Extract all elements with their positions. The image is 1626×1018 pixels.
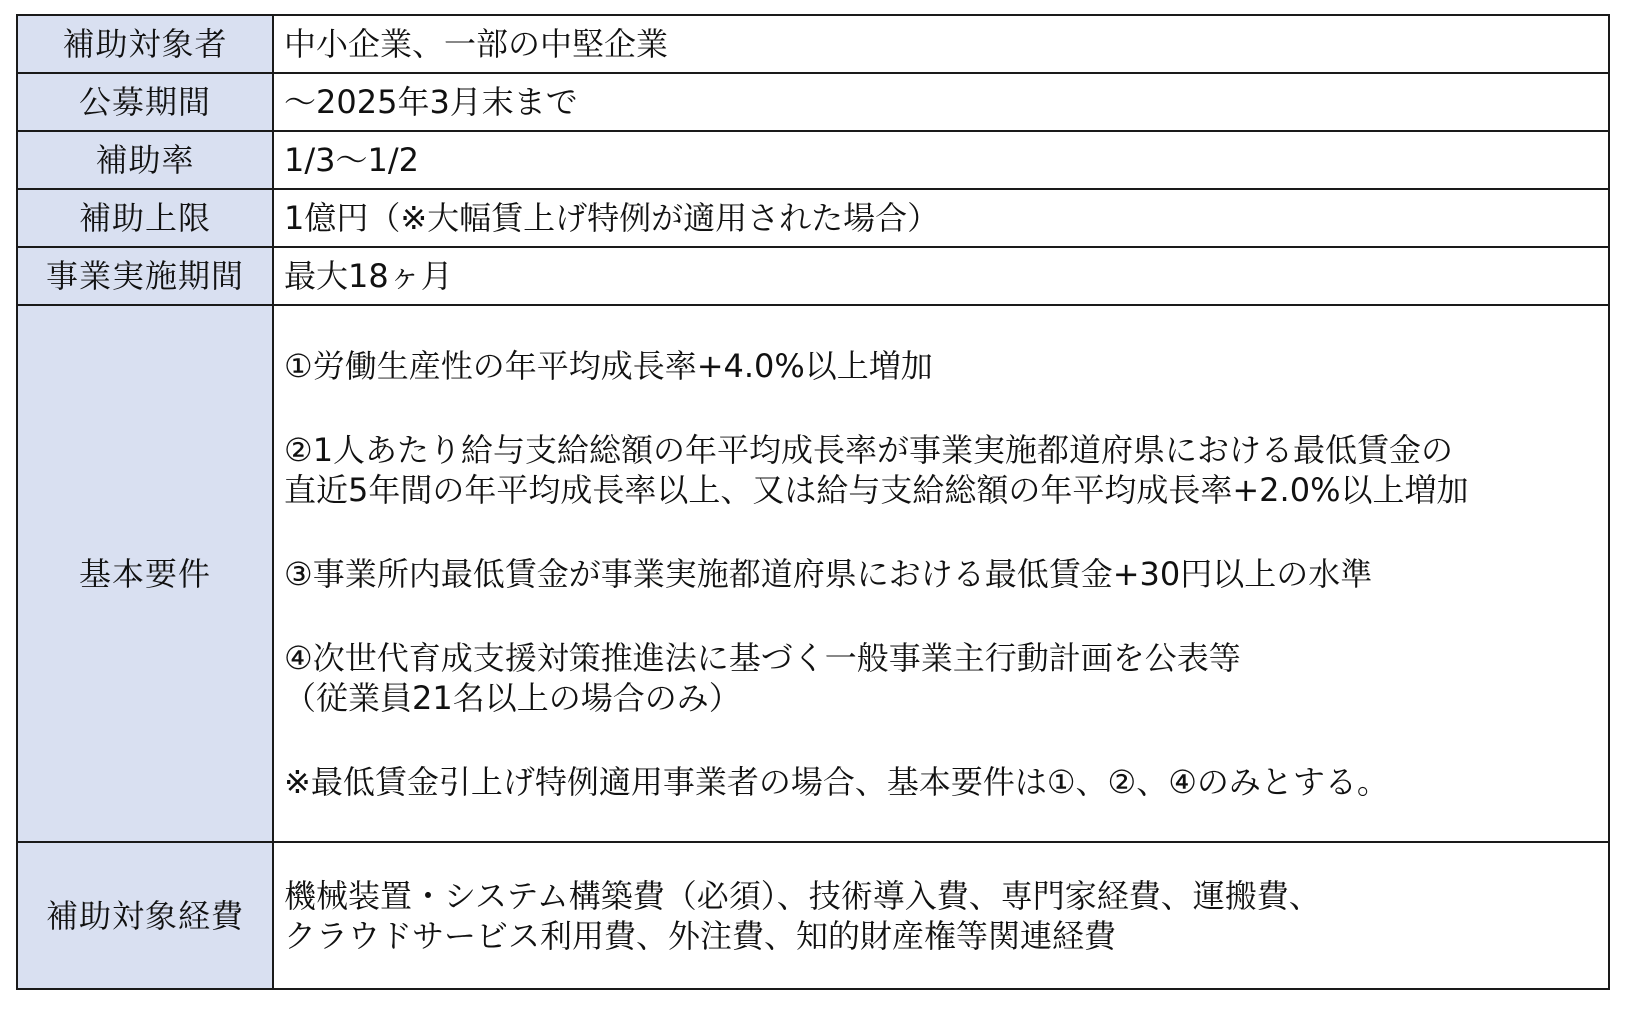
requirement-note [284,762,1608,802]
spacer [284,718,1608,762]
requirement-line: ③事業所内最低賃金が事業実施都道府県における最低賃金+30円以上の水準 [284,554,1373,593]
expenses-line: 機械装置・システム構築費（必須）、技術導入費、専門家経費、運搬費、 [284,876,1321,915]
subsidy-summary-table-container [16,14,1610,990]
requirement-line: ①労働生産性の年平均成長率+4.0%以上増加 [284,346,933,385]
requirement-line: ④次世代育成支援対策推進法に基づく一般事業主行動計画を公表等 [284,638,1241,677]
row-label: 補助率 [17,131,273,189]
requirements-value [273,305,1609,842]
spacer [284,510,1608,554]
requirement-item-3 [284,554,1608,594]
table-row-period [17,73,1609,131]
requirement-line: 直近5年間の年平均成長率以上、又は給与支給総額の年平均成長率+2.0%以上増加 [284,470,1469,509]
requirement-item-1 [284,346,1608,386]
row-value: 1/3～1/2 [273,131,1609,189]
expenses-label: 補助対象経費 [17,842,273,989]
requirement-line: ②1人あたり給与支給総額の年平均成長率が事業実施都道府県における最低賃金の [284,430,1454,469]
table-row-target [17,15,1609,73]
requirements-label: 基本要件 [17,305,273,842]
row-label: 事業実施期間 [17,247,273,305]
row-label: 公募期間 [17,73,273,131]
table-row-expenses [17,842,1609,989]
table-row-rate [17,131,1609,189]
requirement-item-4 [284,638,1608,718]
row-value: ～2025年3月末まで [273,73,1609,131]
row-value: 最大18ヶ月 [273,247,1609,305]
expenses-line: クラウドサービス利用費、外注費、知的財産権等関連経費 [284,916,1117,955]
row-value: 1億円（※大幅賃上げ特例が適用された場合） [273,189,1609,247]
requirements-list [284,328,1608,820]
table-row-limit [17,189,1609,247]
requirement-line: （従業員21名以上の場合のみ） [284,678,741,717]
row-value: 中小企業、一部の中堅企業 [273,15,1609,73]
expenses-value [273,842,1609,989]
requirement-item-2 [284,430,1608,510]
row-label: 補助上限 [17,189,273,247]
requirement-line: ※最低賃金引上げ特例適用事業者の場合、基本要件は①、②、④のみとする。 [284,762,1389,801]
spacer [284,594,1608,638]
spacer [284,386,1608,430]
table-row-duration [17,247,1609,305]
subsidy-summary-table [16,14,1610,990]
table-row-requirements [17,305,1609,842]
row-label: 補助対象者 [17,15,273,73]
